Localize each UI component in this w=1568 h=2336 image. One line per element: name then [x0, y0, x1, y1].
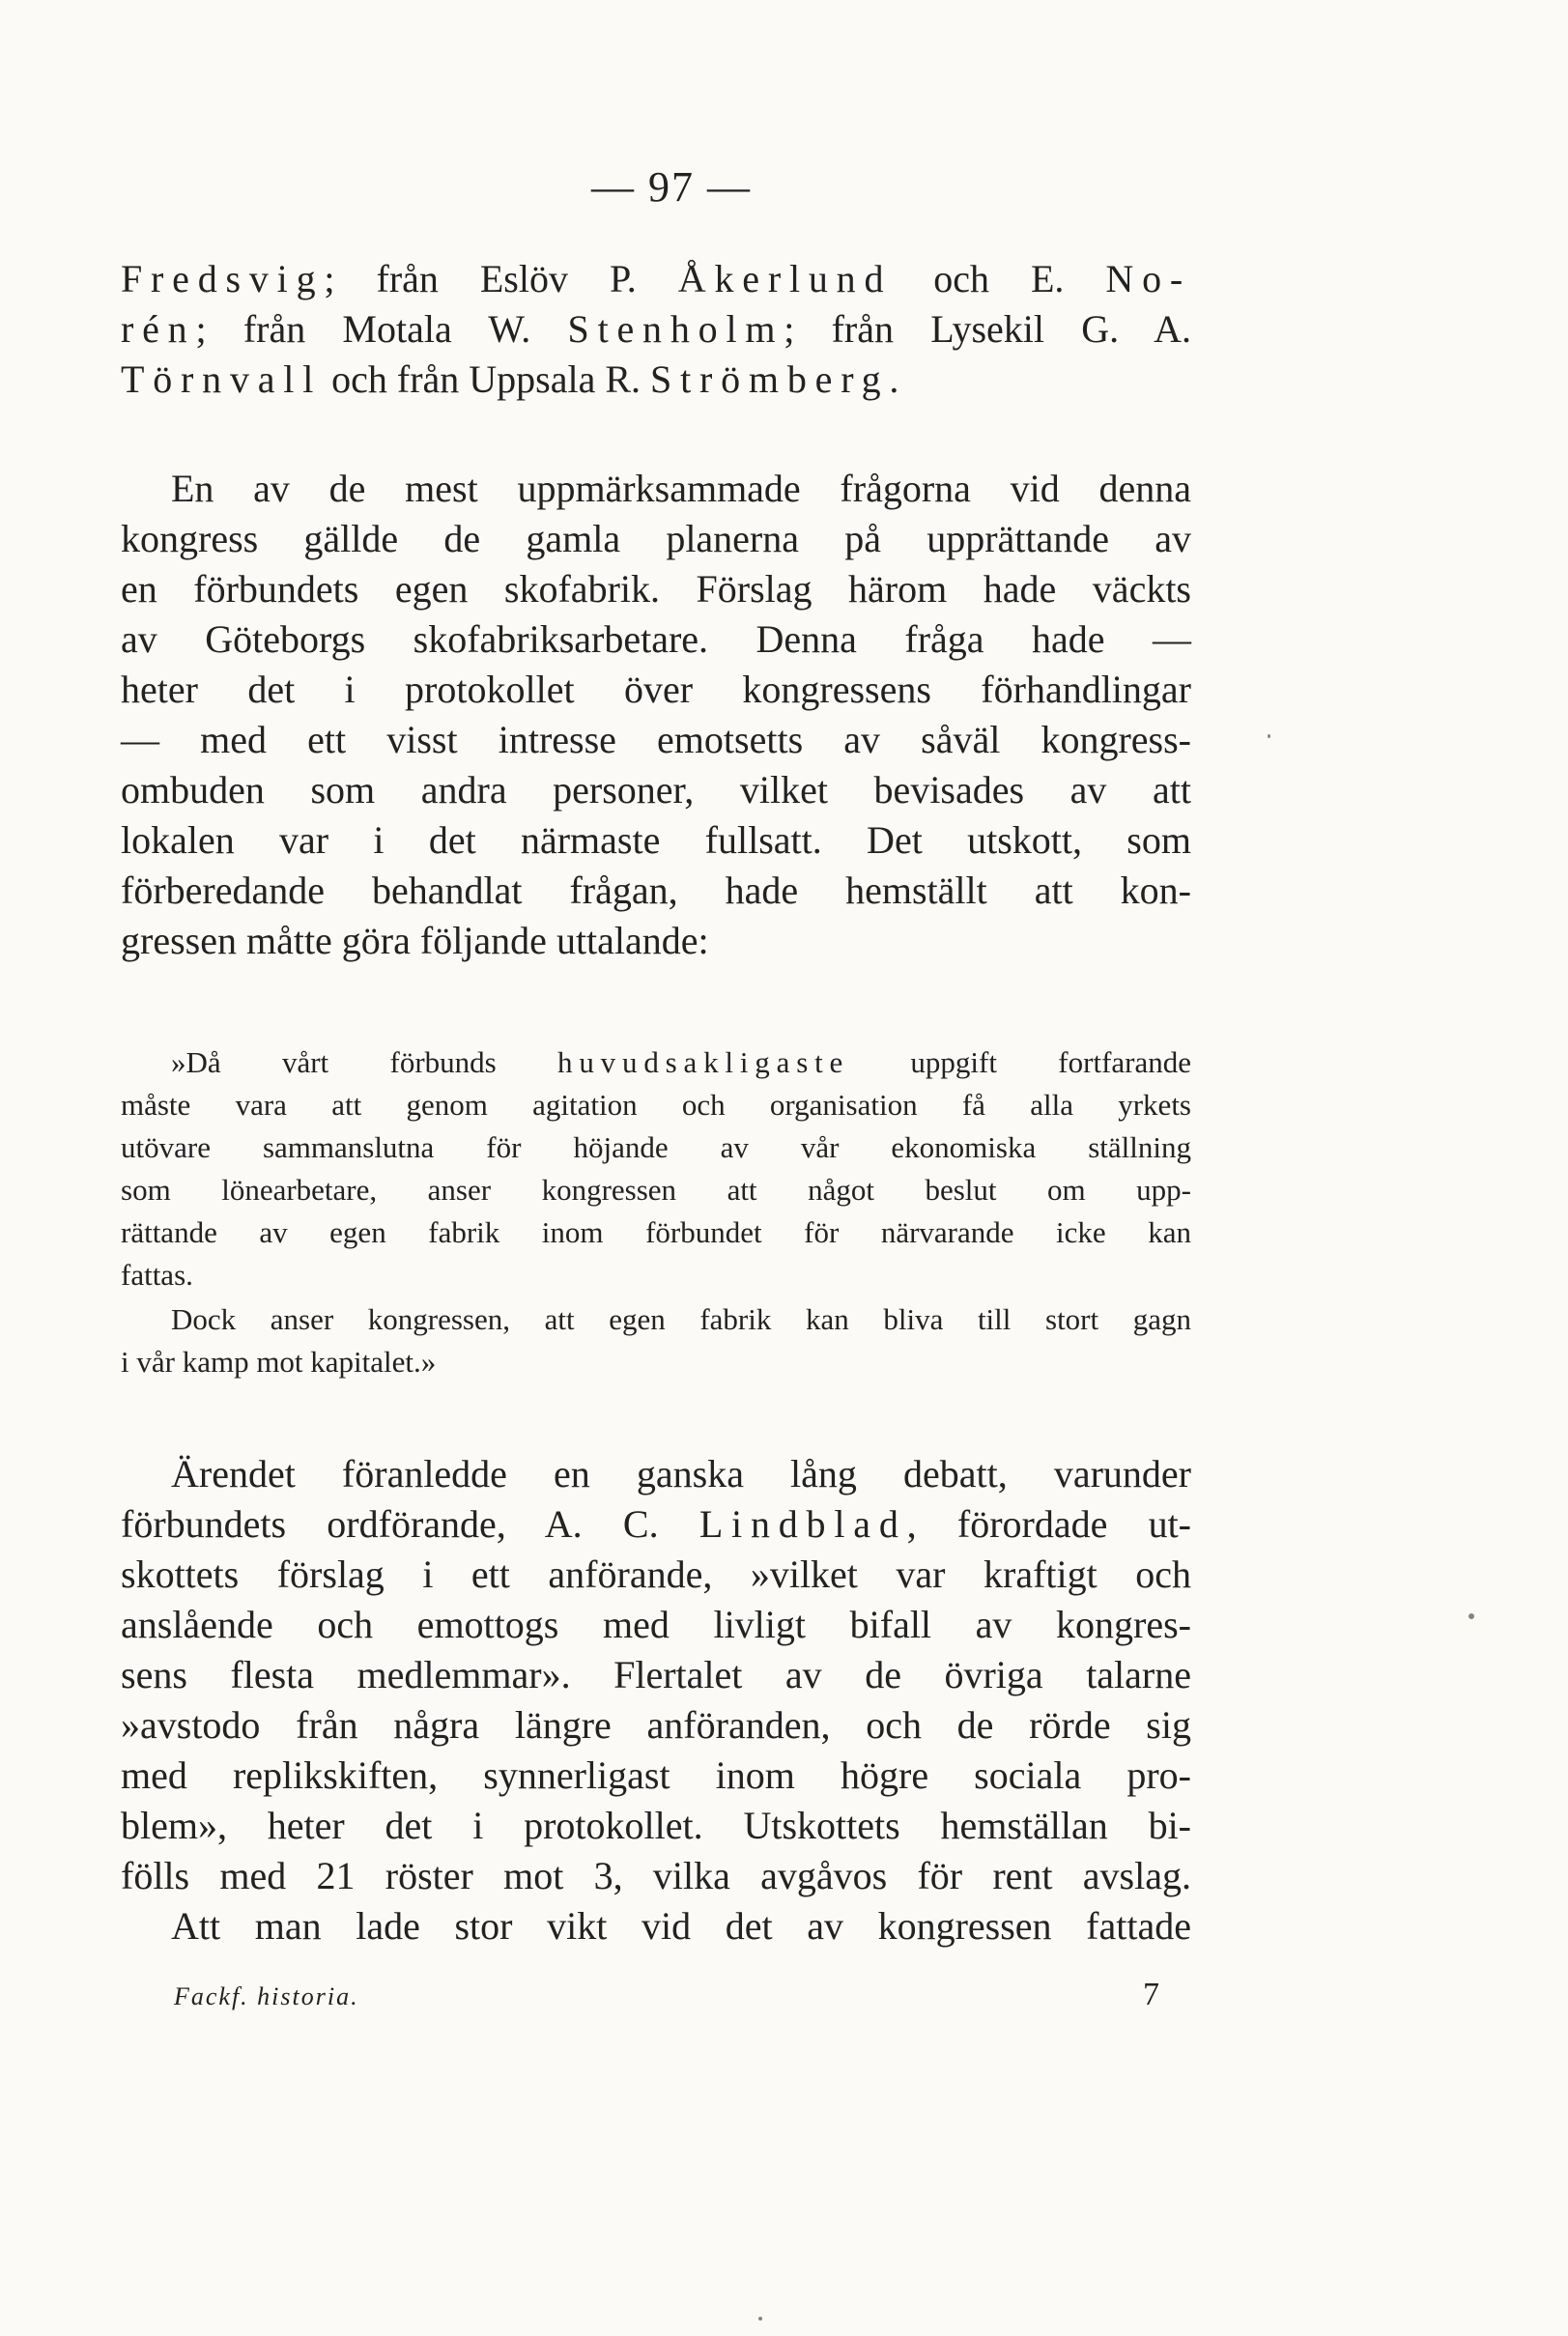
text-line: [121, 1298, 1191, 1341]
text-segment: förbundets ordförande, A. C.: [121, 1502, 699, 1546]
text-segment: .: [889, 357, 899, 401]
text-line: [121, 254, 1191, 304]
text-line: [121, 1211, 1191, 1254]
text-segment: uppgift fortfarande: [849, 1045, 1191, 1079]
text-line: [121, 1341, 1191, 1383]
text-line: [121, 1126, 1191, 1169]
paper-speck: [1468, 1613, 1474, 1619]
text-line: [121, 1851, 1191, 1901]
text-line: heter det i protokollet över kongressens förhandlingar: [121, 668, 1191, 711]
paper-speck: [758, 2317, 762, 2321]
text-line: [121, 1041, 1191, 1084]
text-segment: ; från Motala W.: [195, 307, 568, 351]
text-segment: anslående och emottogs med livligt bifall av kongres-: [121, 1603, 1191, 1646]
text-line: av Göteborgs skofabriksarbetare. Denna fråga hade —: [121, 617, 1191, 661]
text-line: En av de mest uppmärksammade frågorna vid denna: [171, 467, 1191, 510]
spaced-name: Fredsvig: [121, 257, 325, 300]
text-line: [121, 1600, 1191, 1650]
text-segment: utövare sammanslutna för höjande av vår ekonomiska ställning: [121, 1130, 1191, 1164]
text-line: en förbundets egen skofabrik. Förslag härom hade väckts: [121, 567, 1191, 611]
signature-mark: Fackf. historia.: [174, 1982, 359, 2010]
spaced-name: Stenholm: [567, 307, 784, 351]
page-number: — 97 —: [591, 163, 752, 211]
text-line: gressen måtte göra följande uttalande:: [121, 919, 709, 962]
text-segment: Ärendet föranledde en ganska lång debatt, varunder: [171, 1452, 1191, 1496]
text-segment: fattas.: [121, 1258, 193, 1292]
text-segment: måste vara att genom agitation och organisation få alla yrkets: [121, 1088, 1191, 1122]
text-segment: , förordade ut-: [906, 1502, 1191, 1546]
spaced-name: Lindblad: [698, 1502, 907, 1546]
text-segment: »avstodo från några längre anföranden, och de rörde sig: [121, 1703, 1191, 1747]
spaced-name: Åkerlund: [677, 257, 893, 300]
text-segment: i vår kamp mot kapitalet.»: [121, 1345, 437, 1379]
text-segment: blem», heter det i protokollet. Utskottets hemställan bi-: [121, 1804, 1191, 1847]
text-segment: ; från Eslöv P.: [324, 257, 678, 300]
text-segment: Att man lade stor vikt vid det av kongressen fattade: [171, 1904, 1191, 1948]
text-segment: skottets förslag i ett anförande, »vilket var kraftigt och: [121, 1553, 1191, 1596]
text-segment: och E.: [892, 257, 1106, 300]
text-line: lokalen var i det närmaste fullsatt. Det utskott, som: [121, 818, 1191, 862]
text-line: [121, 1901, 1191, 1951]
text-line: [121, 1550, 1191, 1600]
text-segment: som lönearbetare, anser kongressen att något beslut om upp-: [121, 1173, 1191, 1207]
text-line: förberedande behandlat frågan, hade hemställt att kon-: [121, 869, 1191, 912]
text-line: — med ett visst intresse emotsetts av såväl kongress-: [121, 718, 1191, 761]
spaced-name: huvudsakligaste: [557, 1045, 850, 1079]
text-line: [121, 1084, 1191, 1126]
spaced-name: Strömberg: [650, 357, 890, 401]
text-line: kongress gällde de gamla planerna på upprättande av: [121, 517, 1191, 560]
text-segment: fölls med 21 röster mot 3, vilka avgåvos för rent avslag.: [121, 1854, 1191, 1897]
text-line: [121, 1650, 1191, 1700]
text-line: [121, 1700, 1191, 1751]
intro-paragraph: [121, 254, 1191, 405]
text-line: [121, 1254, 1191, 1296]
paragraph-congress-question: [121, 464, 1191, 966]
text-line: [121, 1169, 1191, 1211]
text-segment: sens flesta medlemmar». Flertalet av de övriga talarne: [121, 1653, 1191, 1696]
text-segment: ; från Lysekil G. A.: [784, 307, 1191, 351]
text-line: [121, 1801, 1191, 1851]
paragraph-debate: [121, 1449, 1191, 1951]
text-segment: rättande av egen fabrik inom förbundet för närvarande icke kan: [121, 1215, 1191, 1249]
text-line: [121, 304, 1191, 355]
paper-speck: [1268, 734, 1270, 738]
text-line: [121, 1751, 1191, 1801]
text-line: [121, 355, 1191, 405]
text-line: [121, 1449, 1191, 1499]
page-footer: [174, 1977, 1159, 2012]
text-segment: »Då vårt förbunds: [171, 1045, 558, 1079]
sheet-number: 7: [1143, 1977, 1159, 2012]
text-line: [121, 1499, 1191, 1550]
quoted-statement: [121, 1041, 1191, 1383]
text-line: ombuden som andra personer, vilket bevisades av att: [121, 768, 1191, 812]
text-segment: med replikskiften, synnerligast inom högre sociala pro-: [121, 1753, 1191, 1797]
spaced-name: No-: [1105, 257, 1192, 300]
text-segment: Dock anser kongressen, att egen fabrik kan bliva till stort gagn: [171, 1302, 1191, 1336]
spaced-name: rén: [121, 307, 196, 351]
spaced-name: Törnvall: [121, 357, 323, 401]
text-segment: och från Uppsala R.: [322, 357, 651, 401]
